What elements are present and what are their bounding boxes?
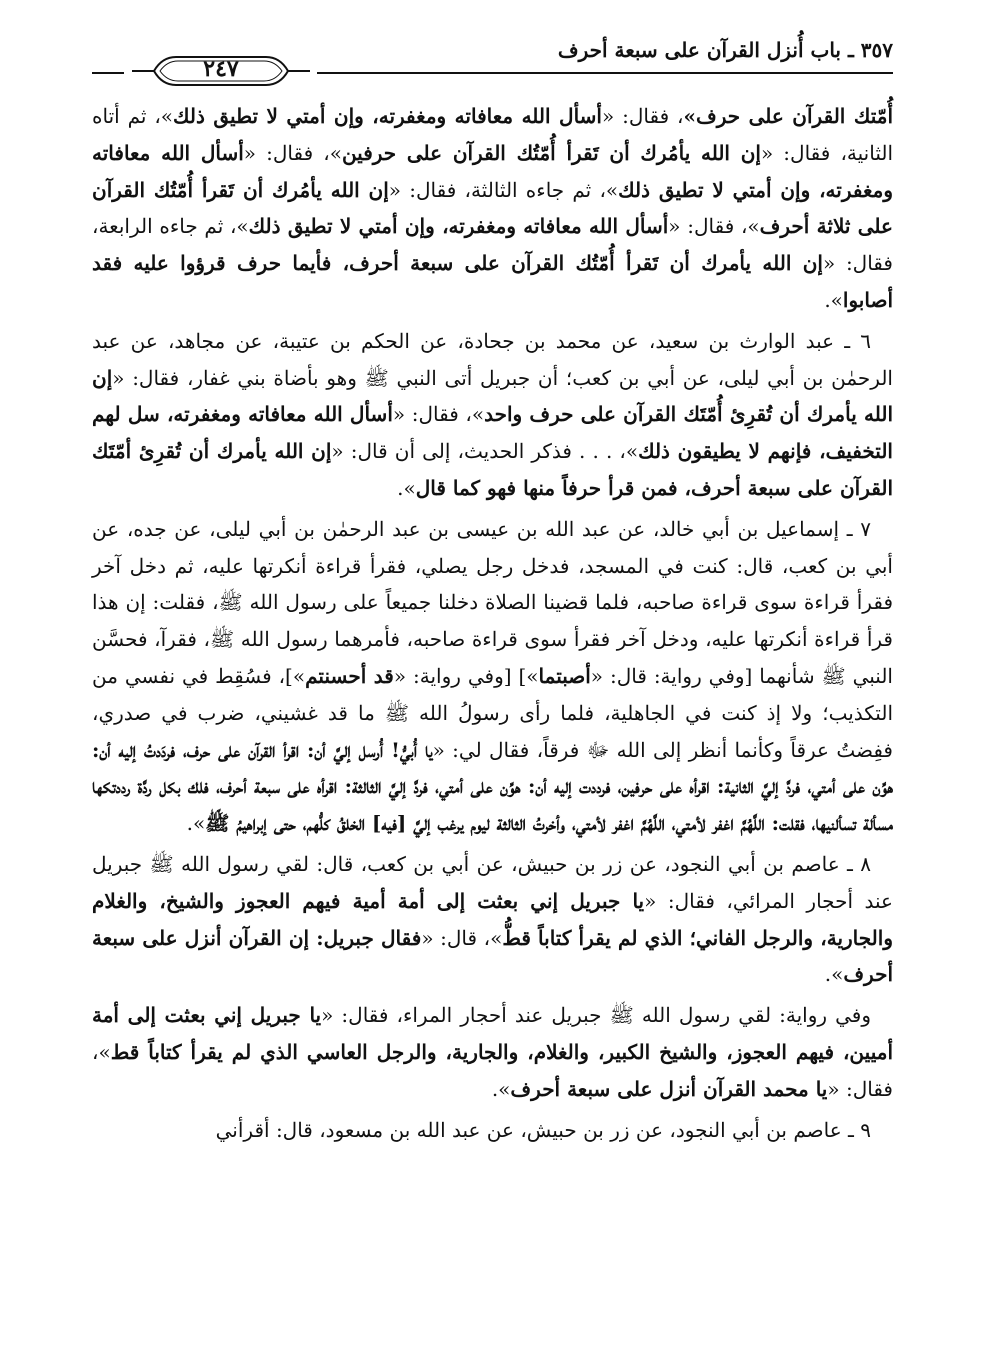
text-run: »، ثم أتاه الثانية، فقال: « (92, 104, 893, 165)
text-run: ». (824, 962, 844, 987)
page-body (92, 98, 893, 1152)
hadith-7 (92, 511, 893, 842)
text-run: »، ثم جاءه الرابعة، فقال: « (92, 214, 893, 276)
bold-quote-text: يا محمد القرآن أنزل على سبعة أحرف (510, 1076, 828, 1101)
page-number-badge (132, 52, 310, 90)
bold-quote-text: إن الله يأمرك أن تُقرِئ أُمّتَك القرآن على حرف واحد (92, 365, 893, 427)
bold-quote-text: أسأل الله معافاته ومغفرته، وإن أمتي لا تطيق ذلك (92, 140, 894, 202)
text-run: »، فقال: « (243, 140, 342, 165)
text-run: ٦ ـ عبد الوارث بن سعيد، عن محمد بن جحادة، عن الحكم بن عتيبة، عن مجاهد، عن عبد الرحمٰن بن أبي ليلى، عن أبي بن كعب؛ أن جبريل أتى النبي ﷺ وهو بأضاة بني غفار، فقال: « (92, 328, 893, 390)
bold-quote-text: أسأل الله معافاته ومغفرته، سل لهم التخفيف، فإنهم لا يطيقون ذلك (92, 402, 893, 464)
bold-quote-text: أسأل الله معافاته ومغفرته، وإن أمتي لا تطيق ذلك (173, 104, 602, 128)
paragraph-continuation (92, 98, 893, 319)
hadith-6 (92, 323, 893, 507)
text-run: ». (491, 1076, 511, 1101)
text-run: ٩ ـ عاصم بن أبي النجود، عن زر بن حبيش، عن عبد الله بن مسعود، قال: أقرأني (215, 1117, 871, 1142)
bold-quote-text: فقال جبريل: إن القرآن أنزل على سبعة أحرف (92, 925, 893, 987)
bold-quote-text: أُمّتك القرآن على حرف» (683, 104, 894, 128)
text-run: »] [وفي رواية: « (393, 663, 539, 688)
page-header (92, 38, 893, 82)
bold-quote-text: يا أُبيُّ! أُرسل إليَّ أن: اقرأ القرآن على حرف، فردَدتُ إليه أن: هوِّن على أمتي، فردَّ إليَّ الثانية: اقرأه على حرفين، فرددت إليه أن: هوِّن على أمتي، فردَّ إليَّ الثالثة: اقرأه على سبعة أحرف، فلك بكل ردَّة رددتكها مسألة تسألنيها، فقلت: اللَّهُمَّ اغفر لأمتي، اللَّهُمَّ اغفر لأمتي، وأخرتُ الثالثة ليوم يرغب إليَّ [فيه] الخلقُ كلُّهم، حتى إبراهيمُ ﷺ (92, 737, 893, 836)
text-run: ». (186, 811, 206, 836)
text-run: وفي رواية: لقي رسول الله ﷺ جبريل عند أحجار المراء، فقال: « (321, 1003, 871, 1028)
text-run: »، فقال: « (92, 1039, 893, 1101)
chapter-title: ٣٥٧ ـ باب أُنزل القرآن على سبعة أحرف (557, 38, 893, 62)
text-run: »، فقال: « (668, 214, 760, 239)
text-run: »، ثم جاءه الثالثة، فقال: « (388, 177, 619, 202)
header-rule (317, 72, 893, 74)
bold-quote-text: إن الله يأمرك أن تُقرِئ أمّتَك القرآن على سبعة أحرف، فمن قرأ حرفاً منها فهو كما قال (92, 439, 893, 500)
hadith-9 (92, 1112, 893, 1149)
text-run: »، . . . فذكر الحديث، إلى أن قال: « (331, 439, 639, 464)
text-run: ». (397, 475, 416, 500)
bold-quote-text: أسأل الله معافاته ومغفرته، وإن أمتي لا تطيق ذلك (248, 214, 669, 239)
text-run: ». (824, 287, 843, 312)
bold-quote-text: إن الله يأمرك أن تَقرأ أُمّتُك القرآن على سبعة أحرف، فأيما حرف قرؤوا عليه فقد أصابوا (92, 251, 893, 312)
bold-quote-text: يا جبريل إني بعثت إلى أمة أمية فيهم العجوز والشيخ، والغلام والجارية، والرجل الفاني؛ الذي لم يقرأ كتاباً قطُّ (92, 888, 893, 950)
bold-quote-text: أصبتما (538, 663, 591, 688)
hadith-8-variant (92, 997, 893, 1107)
text-run: ٧ ـ إسماعيل بن أبي خالد، عن عبد الله بن عيسى بن عبد الرحمٰن بن أبي ليلى، عن جده، عن أبي بن كعب، قال: كنت في المسجد، فدخل رجل يصلي، فقرأ قراءة أنكرتها عليه، ثم دخل آخر فقرأ قراءة سوى قراءة صاحبه، فلما قضينا الصلاة دخلنا جميعاً على رسول الله ﷺ، فقلت: إن هذا قرأ قراءة أنكرتها عليه، ودخل آخر فقرأ سوى قراءة صاحبه، فأمرهما رسول الله ﷺ، فقرآ، فحسَّن النبي ﷺ شأنهما [وفي رواية: قال: « (92, 516, 893, 688)
hadith-8 (92, 846, 893, 993)
text-run: ٨ ـ عاصم بن أبي النجود، عن زر بن حبيش، عن أبي بن كعب، قال: لقي رسول الله ﷺ جبريل عند أحجار المرائي، فقال: « (92, 851, 893, 913)
page-number: ٢٤٧ (203, 56, 239, 82)
text-run: »]، فسُقِط في نفسي من التكذيب؛ ولا إذ كنت في الجاهلية، فلما رأى رسولُ الله ﷺ ما قد غشيني، ضرب في صدري، ففِضتُ عرقاً وكأنما أنظر إلى الله ﷻ فرقاً، فقال لي: « (92, 663, 893, 762)
bold-quote-text: إن الله يأمُرك أن تَقرأ أُمّتُك القرآن على ثلاثة أحرف (92, 177, 893, 239)
header-rule-left (92, 72, 124, 74)
text-run: »، قال: « (421, 925, 503, 950)
text-run: »، فقال: « (392, 402, 485, 427)
text-run: ، فقال: « (601, 104, 684, 128)
bold-quote-text: قد أحسنتم (305, 663, 394, 688)
book-page (92, 0, 893, 1347)
bold-quote-text: يا جبريل إني بعثت إلى أمة أميين، فيهم العجوز، والشيخ الكبير، والغلام، والجارية، والرجل العاسي الذي لم يقرأ كتاباً قط (92, 1003, 893, 1064)
bold-quote-text: إن الله يأمُرك أن تَقرأ أُمّتُك القرآن على حرفين (341, 140, 761, 165)
